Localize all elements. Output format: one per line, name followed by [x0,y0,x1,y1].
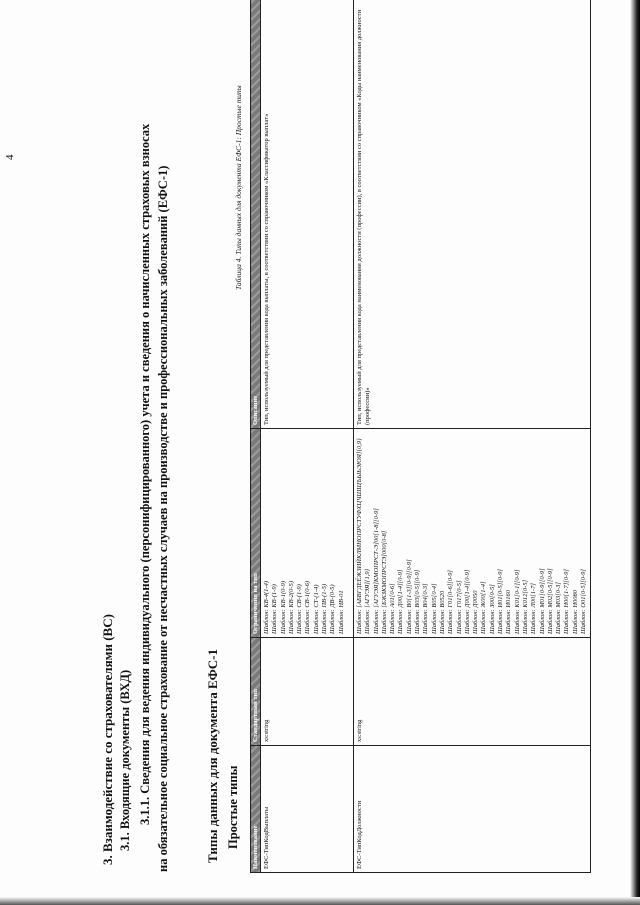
section-3-1-heading: 3.1. Входящие документы (ВХД) [118,669,132,851]
standard-type-cell: xs:string [354,638,591,746]
scan-edge-shadow [630,0,640,905]
type-name-cell: ЕФС-ТипКодДолжности [354,746,591,873]
description-cell: Тип, используемый для представления кода наименования должности (профессии), в соответствии со справочником «Коды наименования должности (профессии)» [354,0,591,429]
section-3-1-1-heading: 3.1.1. Сведения для ведения индивидуального (персонифицированного) учета и сведения о начисленных страховых взносах [138,123,152,825]
column-header-name: Наименование [251,746,261,873]
restriction-pattern: Шаблон: Н00[1-7][0-9] [563,569,571,634]
data-types-title: Типы данных для документа ЕФС-1 [205,648,220,863]
restriction-pattern: Шаблон: М02[0-5][0-9] [546,568,554,634]
restriction-pattern: Шаблон: К012[0-5] [521,579,529,634]
restriction-pattern: Шаблон: Л00[1-7] [530,583,538,634]
restriction-pattern: Шаблон: В0[1-3][0-9][0-9] [405,559,413,634]
restriction-pattern: Шаблон: М01[0-9][0-9] [538,568,546,634]
restriction-pattern: Шаблон: НВ-01 [337,590,345,634]
table-caption: Таблица 4. Типы данных для документа ЕФС-1: Простые типы [234,85,243,290]
restriction-pattern: Шаблон: [АБВГДЕЁЖЗИЙКЛМНОПРСТУФХЦЧШЩЪЫЬЭЮЯ]{0,9} [356,438,363,634]
restriction-pattern: Шаблон: Ж00[1-4] [480,581,488,634]
restriction-pattern: Шаблон: И01[0-5][0-9] [497,569,505,634]
scan-bottom-shadow [0,897,640,905]
restriction-pattern: Шаблон: Г017[0-5] [455,580,463,634]
restriction-pattern: Шаблон: М03[0-3] [555,582,563,634]
restriction-pattern: Шаблон: К01[0-1][0-9] [513,569,521,634]
type-name-cell: ЕФС-ТипКодВыплаты [261,746,354,873]
restriction-pattern: Шаблон: КВ-(1-9) [271,584,279,634]
restriction-pattern: Шаблон: З00[0-5] [488,584,496,634]
restriction-pattern: Шаблон: В04[0-3] [422,583,430,634]
standard-type-cell: xs:string [261,638,354,746]
description-cell: Тип, используемый для представления кода выплаты, в соответствии со справочником «Классификатор выплат» [261,0,354,429]
section-3-heading: 3. Взаимодействие со страхователями (ВС) [100,614,115,865]
restriction-pattern: Шаблон: Д00[1-4][0-9] [397,569,405,634]
table-row [261,0,354,873]
restriction-pattern: Шаблон: СВ-(1-9) [296,584,304,634]
simple-types-title: Простые типы [226,765,240,849]
restriction-pattern: Шаблон: КВ-4(1-4) [263,580,270,634]
restriction-pattern: Шаблон: Д00[1-4][0-9] [463,569,471,634]
column-header-restrictions: Ограничения на тип [251,429,261,638]
restriction-pattern: Шаблон: СВ-1(0-6) [304,580,312,634]
restrictions-cell [261,429,354,638]
restriction-pattern: Шаблон: ДВ-(0-5) [329,584,337,634]
table-row [354,0,591,873]
restriction-pattern: Шаблон: ПВ-(1-5) [321,583,329,634]
restriction-pattern: Шаблон: И0160 [505,589,513,634]
restriction-pattern: Шаблон: В03[0-5][0-9] [414,569,422,634]
simple-types-table [250,0,591,873]
restriction-pattern: Шаблон: В05[0-4] [430,583,438,634]
page-number: 4 [4,154,16,160]
restriction-pattern: Шаблон: Д0050 [472,590,480,634]
restriction-pattern: Шаблон: В0520 [438,590,446,634]
restriction-pattern: Шаблон: О01[0-5][0-9] [580,569,588,634]
restriction-pattern: Шаблон: [АГУЭЯ]КМОПРСТ-Э]00[1-8][0-9] [372,508,380,634]
restriction-pattern: Шаблон: КВ-2(0-5) [287,580,295,634]
restrictions-cell [354,429,591,638]
restriction-pattern: Шаблон: Н0080 [571,589,579,634]
table-header-row [251,0,261,873]
column-header-description: Описание [251,0,261,429]
restriction-pattern: Шаблон: [БЖЗКМОПРСТЭ]000[0-8] [380,530,388,634]
restriction-pattern: Шаблон: А01[0-6] [389,583,397,634]
restriction-pattern: Шаблон: СТ-(1-4) [312,584,320,634]
restriction-pattern: Шаблон: КВ-1(0-9) [279,580,287,634]
column-header-standard-type: Стандартный тип [251,638,261,746]
restriction-pattern: Шаблон: [АГУЭЯ]{1,9} [364,568,372,634]
section-3-1-1-heading-continued: на обязательное социальное страхование от несчастных случаев на производстве и профессиональных заболеваний (ЕФС-1) [156,165,170,872]
restriction-pattern: Шаблон: Г01[0-6][0-9] [447,570,455,634]
